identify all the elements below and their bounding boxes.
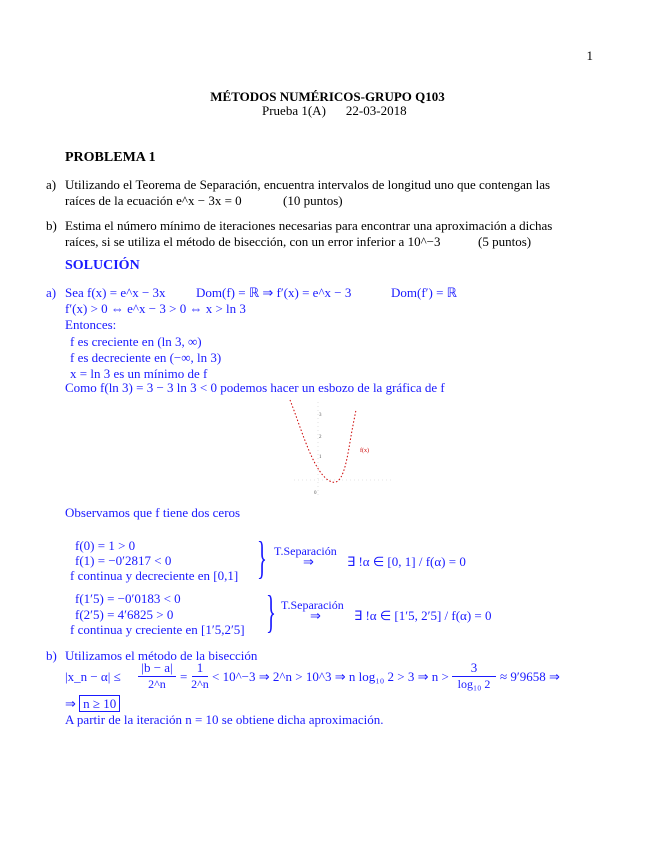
exam-label: Prueba 1(A) [262, 103, 326, 118]
solution-a-line1a: Sea f(x) = e^x − 3x [65, 285, 166, 300]
group2-theorem: T.Separación [281, 598, 344, 612]
bisection-eq-middle: < 10^−3 ⇒ 2^n > 10^3 ⇒ n log₁₀ 2 > 3 ⇒ n > [212, 669, 449, 684]
group2-brace: } [266, 586, 276, 637]
fraction1-denominator: 2^n [148, 677, 166, 691]
problem-item-a-marker: a) [46, 177, 57, 192]
fraction3-denominator: log₁₀ 2 [457, 677, 491, 691]
boxed-result-line [65, 696, 120, 712]
group1-line3: f continua y decreciente en [0,1] [70, 568, 239, 583]
fraction3-numerator: 3 [470, 660, 478, 675]
problem-heading: PROBLEMA 1 [65, 150, 156, 165]
solution-a-line7: Como f(ln 3) = 3 − 3 ln 3 < 0 podemos hacer un esbozo de la gráfica de f [65, 380, 445, 395]
solution-a-line1b: Dom(f) = ℝ ⇒ f′(x) = e^x − 3 [196, 285, 352, 300]
problem-item-b-points: (5 puntos) [478, 234, 532, 249]
fraction2-numerator: 1 [196, 660, 204, 675]
group1-line2: f(1) = −0′2817 < 0 [75, 553, 172, 568]
solution-a-line1c: Dom(f′) = ℝ [391, 285, 457, 300]
graph-tick-label: 2 [319, 435, 322, 440]
problem-item-b-line2: raíces, si se utiliza el método de bisección, con un error inferior a 10^−3 [65, 234, 441, 249]
problem-item-b-marker: b) [46, 218, 57, 233]
solution-a-line6: x = ln 3 es un mínimo de f [70, 366, 208, 381]
group2-arrow: ⇒ [310, 608, 321, 623]
exam-subtitle [262, 103, 407, 119]
graph-curve-label: f(x) [360, 448, 369, 454]
solution-a-observe: Observamos que f tiene dos ceros [65, 505, 241, 520]
group2-line3: f continua y creciente en [1′5,2′5] [70, 622, 245, 637]
group1-arrow: ⇒ [303, 554, 314, 569]
exam-date: 22-03-2018 [345, 103, 407, 118]
bisection-eq-rhs: ≈ 9′9658 ⇒ [500, 669, 560, 684]
graph-tick-label: 1 [319, 455, 322, 460]
problem-item-b-line1: Estima el número mínimo de iteraciones necesarias para encontrar una aproximación a dichas [65, 218, 553, 233]
solution-a-marker: a) [46, 285, 57, 300]
solution-b-line1: Utilizamos el método de la bisección [65, 648, 258, 663]
problem-item-a-line2: raíces de la ecuación e^x − 3x = 0 [65, 193, 242, 208]
group2-result: ∃ !α ∈ [1′5, 2′5] / f(α) = 0 [354, 608, 492, 623]
problem-item-a-line1: Utilizando el Teorema de Separación, encuentra intervalos de longitud uno que contengan las [65, 177, 551, 192]
group1-line1: f(0) = 1 > 0 [75, 538, 136, 553]
group1-brace: } [257, 532, 267, 583]
solution-a-line4: f es creciente en (ln 3, ∞) [70, 334, 202, 349]
boxed-result: n ≥ 10 [79, 695, 120, 712]
group2-line1: f(1′5) = −0′0183 < 0 [75, 591, 181, 606]
graph-origin-label: 0 [314, 491, 317, 496]
group2-line2: f(2′5) = 4′6825 > 0 [75, 607, 174, 622]
solution-a-line2: f′(x) > 0 ⇔ e^x − 3 > 0 ⇔ x > ln 3 [65, 301, 246, 316]
fraction2-denominator: 2^n [191, 677, 209, 691]
bisection-eq-lhs: |x_n − α| ≤ [65, 669, 121, 684]
solution-a-line5: f es decreciente en (−∞, ln 3) [70, 350, 222, 365]
solution-a-line3: Entonces: [65, 317, 117, 332]
function-curve [290, 400, 356, 482]
page-title: MÉTODOS NUMÉRICOS-GRUPO Q103 [210, 89, 445, 104]
graph-tick-label: 3 [319, 413, 322, 418]
page-number: 1 [586, 48, 593, 63]
solution-b-marker: b) [46, 648, 57, 663]
fraction1-numerator: |b − a| [141, 660, 173, 675]
solution-b-conclusion: A partir de la iteración n = 10 se obtiene dicha aproximación. [65, 712, 384, 727]
group1-result: ∃ !α ∈ [0, 1] / f(α) = 0 [347, 554, 466, 569]
solution-heading: SOLUCIÓN [65, 258, 140, 273]
group1-theorem: T.Separación [274, 544, 337, 558]
bisection-eq-equals: = [180, 669, 188, 684]
function-sketch-graph [280, 396, 400, 500]
problem-item-a-points: (10 puntos) [283, 193, 343, 208]
boxed-prefix-arrow: ⇒ [65, 696, 76, 711]
